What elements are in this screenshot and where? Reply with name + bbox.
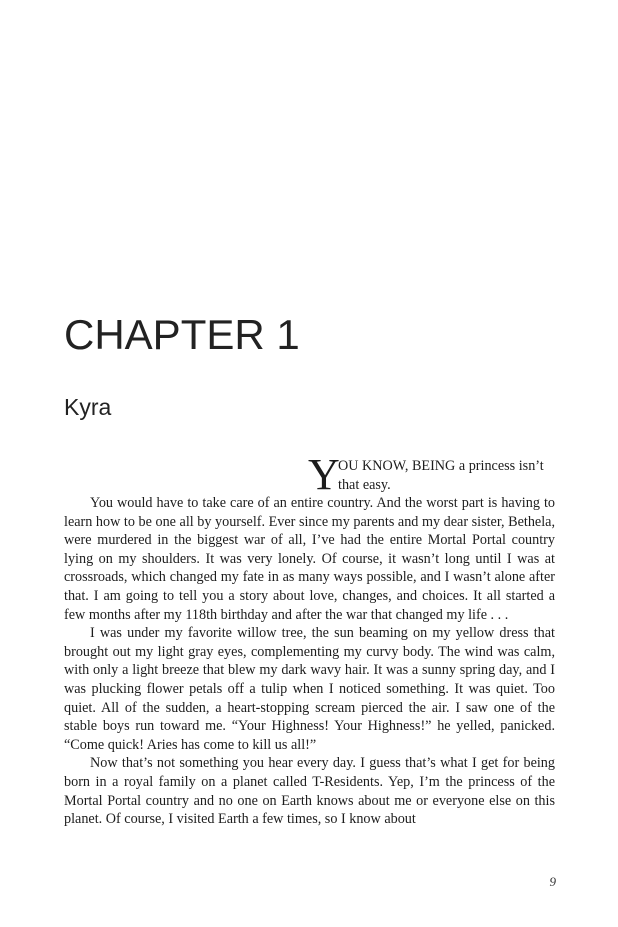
- drop-cap: Y: [308, 450, 340, 499]
- paragraph-3: Now that’s not something you hear every day. I guess that’s what I get for being born in a royal family on a planet called T-Residents. Yep, I’m the princess of the Mortal Portal country and no one on Earth knows about me or everyone else on this planet. Of course, I visited Earth a few times, so I know about: [64, 755, 555, 828]
- paragraph-1: You would have to take care of an entire country. And the worst part is having to learn how to be one all by yourself. Ever since my parents and my dear sister, Bethela, were murdered in the biggest war of all, I’ve had the entire Mortal Portal country lying on my shoulders. It was very lonely. Of course, it wasn’t long until I was at crossroads, which changed my fate in as many ways possible, and I wasn’t alone after that. I am going to tell you a story about love, changes, and choices. It all started a few months after my 118th birthday and after the war that changed my life . . .: [64, 495, 555, 623]
- body-text: [64, 494, 555, 829]
- page-number: 9: [549, 874, 556, 889]
- paragraph-2: I was under my favorite willow tree, the sun beaming on my yellow dress that brought out my light gray eyes, complementing my curvy body. The wind was calm, with only a light breeze that blew my dark wavy hair. It was a sunny spring day, and I was plucking flower petals off a tulip when I noticed something. It was quiet. Too quiet. All of the sudden, a heart-stopping scream pierced the air. I saw one of the stable boys run toward me. “Your Highness! Your Highness!” he yelled, panicked. “Come quick! Aries has come to kill us all!”: [64, 625, 555, 753]
- opening-line: [308, 450, 556, 499]
- chapter-subtitle: Kyra: [64, 394, 112, 420]
- opening-text: OU KNOW, BEING a princess isn’t that easy.: [338, 458, 544, 493]
- chapter-heading: CHAPTER 1: [64, 311, 300, 358]
